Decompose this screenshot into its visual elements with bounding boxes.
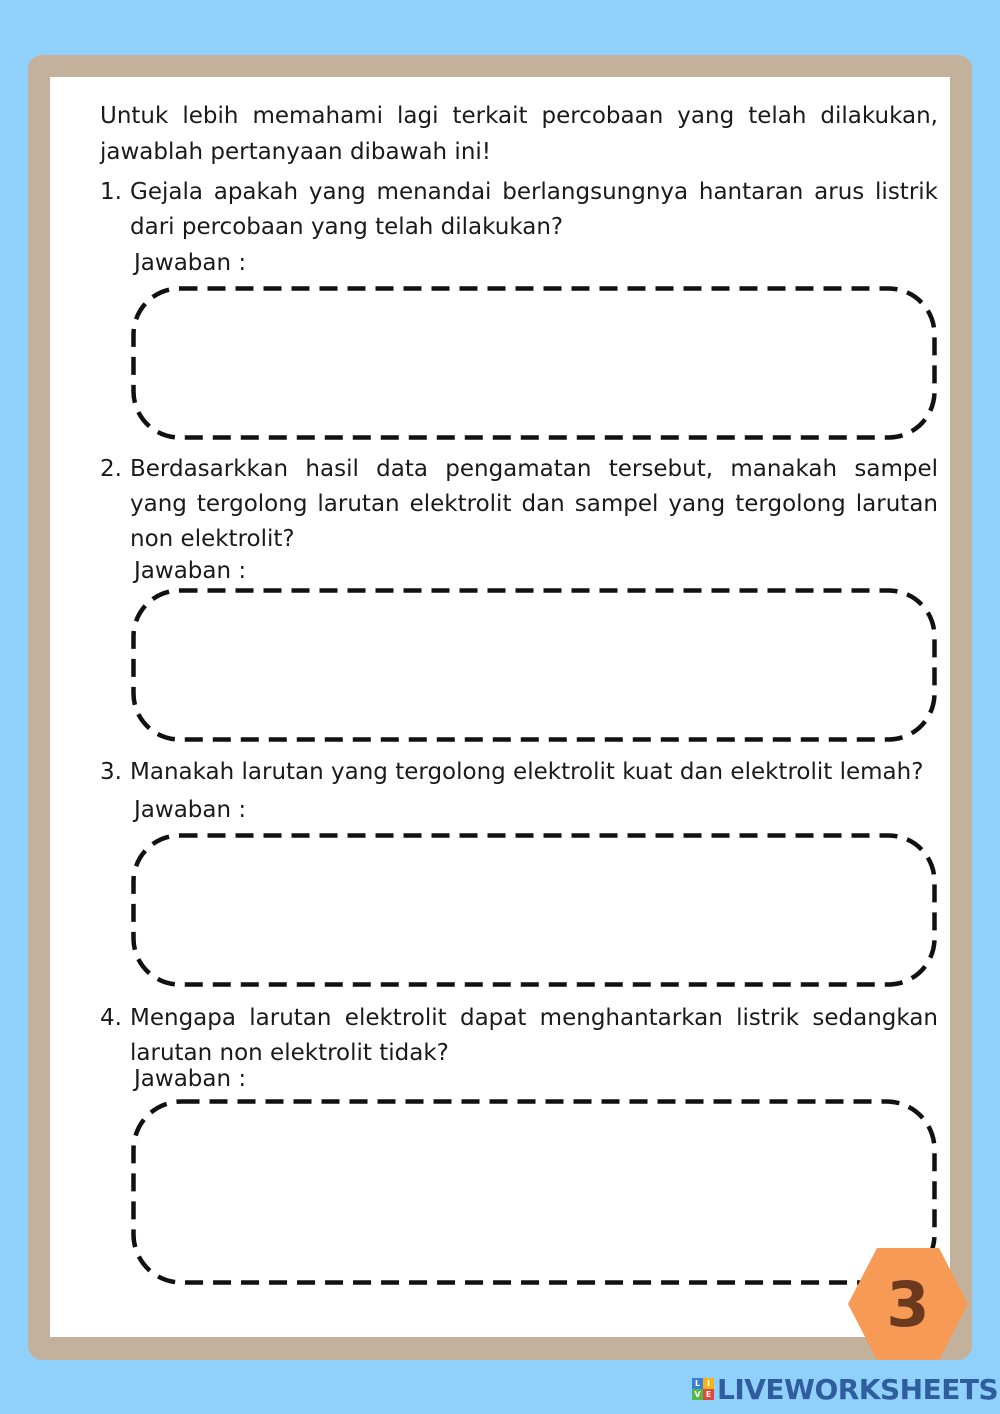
answer-label: Jawaban :	[134, 1066, 247, 1092]
page-number-badge	[846, 1246, 970, 1362]
page-number: 3	[886, 1267, 930, 1341]
brand-name: LIVEWORKSHEETS	[717, 1372, 999, 1406]
question-2	[100, 452, 938, 557]
question-number: 1.	[100, 179, 122, 205]
question-3	[100, 755, 938, 790]
question-text: Manakah larutan yang tergolong elektrolit kuat dan elektrolit lemah?	[130, 759, 924, 785]
question-1	[100, 175, 938, 245]
question-4	[100, 1001, 938, 1071]
logo-letter: I	[703, 1378, 714, 1389]
answer-box-3[interactable]	[131, 833, 937, 987]
question-text: Berdasarkkan hasil data pengamatan tersebut, manakah sampel yang tergolong larutan elektrolit dan sampel yang tergolong larutan non elektrolit?	[130, 456, 938, 552]
answer-label: Jawaban :	[134, 558, 247, 584]
question-text: Mengapa larutan elektrolit dapat menghantarkan listrik sedangkan larutan non elektrolit tidak?	[130, 1005, 938, 1066]
question-number: 3.	[100, 759, 122, 785]
live-logo-icon	[692, 1378, 714, 1400]
answer-box-2[interactable]	[131, 588, 937, 742]
question-number: 4.	[100, 1005, 122, 1031]
question-number: 2.	[100, 456, 122, 482]
answer-box-4[interactable]	[131, 1099, 937, 1285]
logo-letter: E	[703, 1389, 714, 1400]
answer-label: Jawaban :	[134, 250, 247, 276]
intro-text: Untuk lebih memahami lagi terkait percobaan yang telah dilakukan, jawablah pertanyaan dibawah ini!	[100, 103, 938, 165]
answer-box-1[interactable]	[131, 286, 937, 440]
logo-letter: L	[692, 1378, 703, 1389]
liveworksheets-logo[interactable]	[692, 1374, 998, 1404]
question-text: Gejala apakah yang menandai berlangsungnya hantaran arus listrik dari percobaan yang telah dilakukan?	[130, 179, 938, 240]
logo-letter: V	[692, 1389, 703, 1400]
answer-label: Jawaban :	[134, 797, 247, 823]
